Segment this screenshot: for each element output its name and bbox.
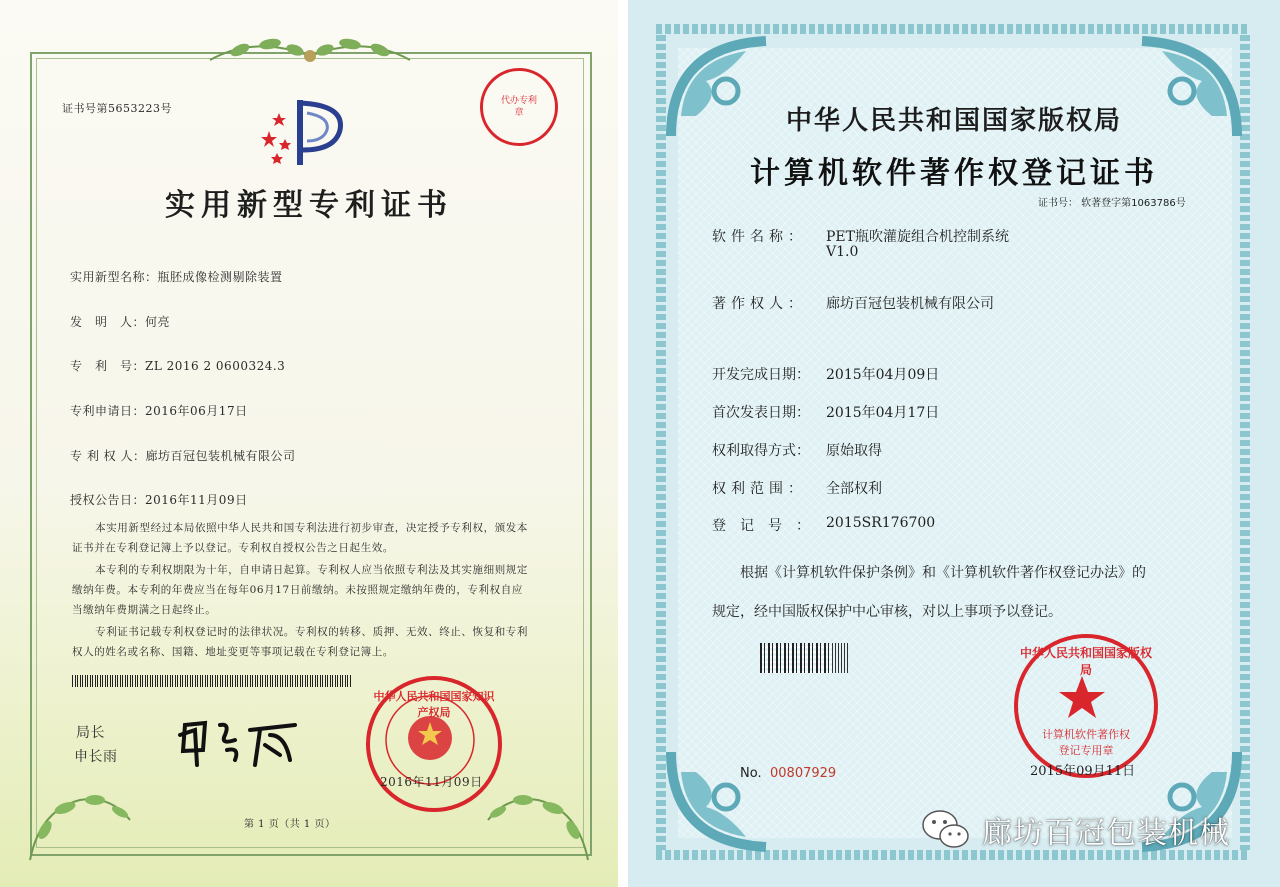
patent-office-logo-icon [255,95,350,170]
director-signature [175,705,305,779]
basis-line-1: 根据《计算机软件保护条例》和《计算机软件著作权登记办法》的 [740,565,1146,581]
wechat-icon [920,808,972,852]
copyright-cert-number: 证书号： 软著登字第1063786号 [1038,198,1186,209]
value-registration-number: 2015SR176700 [826,515,936,531]
watermark-text: 廊坊百冠包装机械 [982,816,1230,851]
field-inventor: 发 明 人：何亮 [70,315,171,329]
field-model-name: 实用新型名称：瓶胚成像检测剔除装置 [70,270,283,284]
label-rights-scope: 权利范围： [712,481,807,497]
barcode-tail [832,643,850,673]
copyright-seal-date: 2015年09月11日 [1030,764,1136,779]
value-acquire-method: 原始取得 [826,443,882,459]
label-dev-complete-date: 开发完成日期： [712,367,810,383]
patent-certificate [0,0,618,887]
patent-barcode [72,675,352,687]
value-software-name: PET瓶吹灌旋组合机控制系统 [826,229,1009,245]
copyright-office-seal: 中华人民共和国国家版权局 计算机软件著作权 登记专用章 [1014,634,1158,778]
director-name: 申长雨 [74,749,118,765]
label-first-publish-date: 首次发表日期： [712,405,810,421]
value-rights-scope: 全部权利 [826,481,882,497]
copyright-cert-title: 计算机软件著作权登记证书 [750,156,1158,191]
serial-prefix: No. [740,766,762,781]
director-title: 局长 [76,725,105,741]
serial-number: 00807929 [770,766,837,781]
basis-line-2: 规定，经中国版权保护中心审核，对以上事项予以登记。 [712,604,1062,620]
divider [618,0,628,887]
patent-office-seal: 中华人民共和国国家知识产权局 [366,676,502,812]
corner-ornament-bottom-left-icon [666,742,786,852]
bottom-left-vine-ornament-icon [20,770,140,870]
label-registration-number: 登记号： [712,518,824,534]
field-grant-date: 授权公告日：2016年11月09日 [70,493,248,507]
software-copyright-certificate [628,0,1280,887]
top-vine-ornament-icon [200,30,420,74]
agency-stamp: 代办专利章 [480,68,558,146]
qr-code [760,643,832,673]
bottom-right-vine-ornament-icon [478,770,598,870]
value-software-version: V1.0 [826,244,859,260]
wechat-watermark [920,800,1230,860]
paragraph-1: 本实用新型经过本局依照中华人民共和国专利法进行初步审查，决定授予专利权，颁发本证书并在专利登记簿上予以登记。专利权自授权公告之日起生效。 [72,522,528,554]
value-copyright-owner: 廊坊百冠包装机械有限公司 [826,296,994,312]
field-patent-number: 专 利 号：ZL 2016 2 0600324.3 [70,359,286,373]
label-software-name: 软件名称： [712,229,807,245]
copyright-office-title: 中华人民共和国国家版权局 [785,106,1122,136]
paragraph-3: 专利证书记载专利权登记时的法律状况。专利权的转移、质押、无效、终止、恢复和专利权人的姓名或名称、国籍、地址变更等事项记载在专利登记簿上。 [72,626,528,658]
page-footer: 第 1 页（共 1 页） [244,819,336,830]
patent-cert-title: 实用新型专利证书 [165,188,453,223]
seal-date: 2016年11月09日 [380,775,483,789]
field-apply-date: 专利申请日：2016年06月17日 [70,404,248,418]
signature-icon [175,705,305,775]
value-dev-complete-date: 2015年04月09日 [826,367,940,383]
field-patentee: 专 利 权 人：廊坊百冠包装机械有限公司 [70,449,296,463]
label-acquire-method: 权利取得方式： [712,443,810,459]
value-first-publish-date: 2015年04月17日 [826,405,940,421]
paragraph-2: 本专利的专利权期限为十年，自申请日起算。专利权人应当依照专利法及其实施细则规定缴纳年费。本专利的年费应当在每年06月17日前缴纳。未按照规定缴纳年费的，专利权自应当缴纳年费期满之日起终止。 [72,564,528,616]
label-copyright-owner: 著作权人： [712,296,807,312]
patent-cert-number: 证书号第5653223号 [62,102,172,115]
